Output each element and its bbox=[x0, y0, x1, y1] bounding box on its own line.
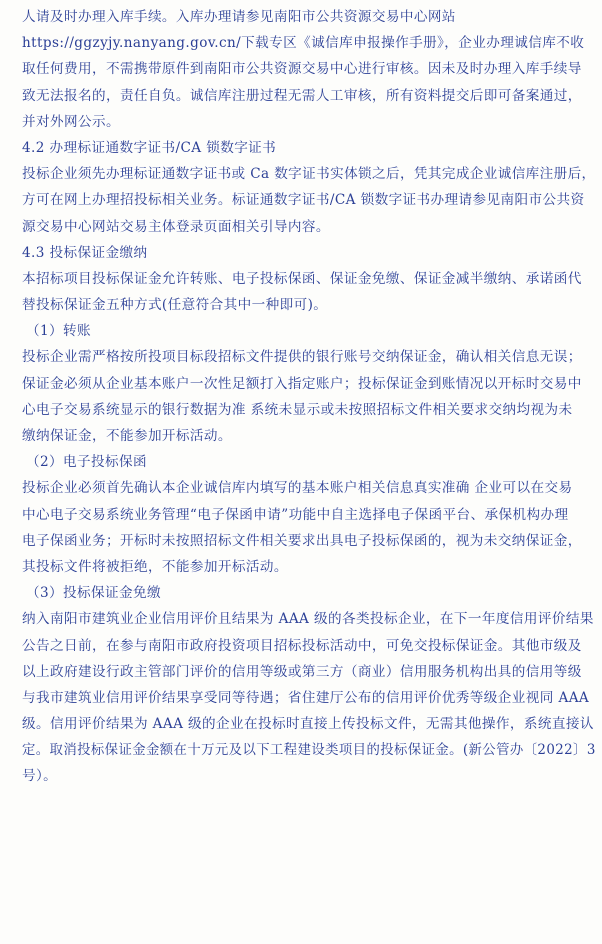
text-line: 取任何费用，不需携带原件到南阳市公共资源交易中心进行审核。因未及时办理入库手续导 bbox=[22, 61, 582, 78]
text-line: 方可在网上办理招投标相关业务。标证通数字证书/CA 锁数字证书办理请参见南阳市公共资 bbox=[22, 192, 585, 209]
text-line: 定。取消投标保证金金额在十万元及以下工程建设类项目的投标保证金。(新公管办〔2022〕3 bbox=[22, 742, 596, 759]
text-line: 公告之日前，在参与南阳市政府投资项目招标投标活动中，可免交投标保证金。其他市级及 bbox=[22, 637, 582, 654]
text-line: 中心电子交易系统业务管理“电子保函申请”功能中自主选择电子保函平台、承保机构办理 bbox=[22, 506, 569, 523]
text-line: 其投标文件将被拒绝，不能参加开标活动。 bbox=[22, 558, 288, 575]
text-line: 投标企业须先办理标证通数字证书或 Ca 数字证书实体锁之后，凭其完成企业诚信库注册后， bbox=[22, 166, 596, 183]
paragraph-transfer bbox=[22, 344, 594, 449]
text-line: https://ggzyjy.nanyang.gov.cn/下载专区《诚信库申报操作手册》，企业办理诚信库不收 bbox=[22, 35, 585, 52]
paragraph-4-2 bbox=[22, 161, 594, 240]
text-line: 并对外网公示。 bbox=[22, 113, 120, 130]
text-line: 人请及时办理入库手续。入库办理请参见南阳市公共资源交易中心网站 bbox=[22, 9, 456, 25]
text-line: 投标企业必须首先确认本企业诚信库内填写的基本账户相关信息真实准确 企业可以在交易 bbox=[22, 480, 573, 497]
text-line: 投标企业需严格按所投项目标段招标文件提供的银行账号交纳保证金，确认相关信息无误； bbox=[22, 349, 582, 366]
subheading-transfer: （1）转账 bbox=[26, 323, 92, 340]
text-line: 号）。 bbox=[22, 768, 58, 785]
text-line: 本招标项目投标保证金允许转账、电子投标保函、保证金免缴、保证金减半缴纳、承诺函代 bbox=[22, 270, 582, 287]
text-line: 级。信用评价结果为 AAA 级的企业在投标时直接上传投标文件，无需其他操作，系统直接认 bbox=[22, 716, 594, 733]
text-line: 与我市建筑业信用评价结果享受同等待遇；省住建厅公布的信用评价优秀等级企业视同 AAA bbox=[22, 689, 590, 706]
text-line: 保证金必须从企业基本账户一次性足额打入指定账户；投标保证金到账情况以开标时交易中 bbox=[22, 375, 582, 392]
section-heading-4-2: 4.2 办理标证通数字证书/CA 锁数字证书 bbox=[22, 139, 277, 156]
text-line: 致无法报名的，责任自负。诚信库注册过程无需人工审核，所有资料提交后即可备案通过， bbox=[22, 87, 582, 104]
paragraph-e-guarantee bbox=[22, 475, 594, 580]
text-line: 以上政府建设行政主管部门评价的信用等级或第三方（商业）信用服务机构出具的信用等级 bbox=[22, 663, 582, 680]
text-line: 纳入南阳市建筑业企业信用评价且结果为 AAA 级的各类投标企业，在下一年度信用评价结果 bbox=[22, 611, 594, 628]
subheading-e-guarantee: （2）电子投标保函 bbox=[26, 454, 147, 471]
paragraph-4-3 bbox=[22, 266, 594, 318]
text-line: 心电子交易系统显示的银行数据为准 系统未显示或未按照招标文件相关要求交纳均视为未 bbox=[22, 401, 573, 418]
text-line: 源交易中心网站交易主体登录页面相关引导内容。 bbox=[22, 218, 330, 235]
subheading-deposit-exemption: （3）投标保证金免缴 bbox=[26, 585, 161, 602]
paragraph-intro bbox=[22, 4, 594, 135]
paragraph-deposit-exemption bbox=[22, 606, 594, 789]
text-line: 替投标保证金五种方式(任意符合其中一种即可)。 bbox=[22, 297, 328, 314]
section-heading-4-3: 4.3 投标保证金缴纳 bbox=[22, 244, 148, 261]
text-line: 缴纳保证金，不能参加开标活动。 bbox=[22, 428, 232, 444]
text-line: 电子保函业务；开标时未按照招标文件相关要求出具电子投标保函的，视为未交纳保证金， bbox=[22, 532, 582, 549]
